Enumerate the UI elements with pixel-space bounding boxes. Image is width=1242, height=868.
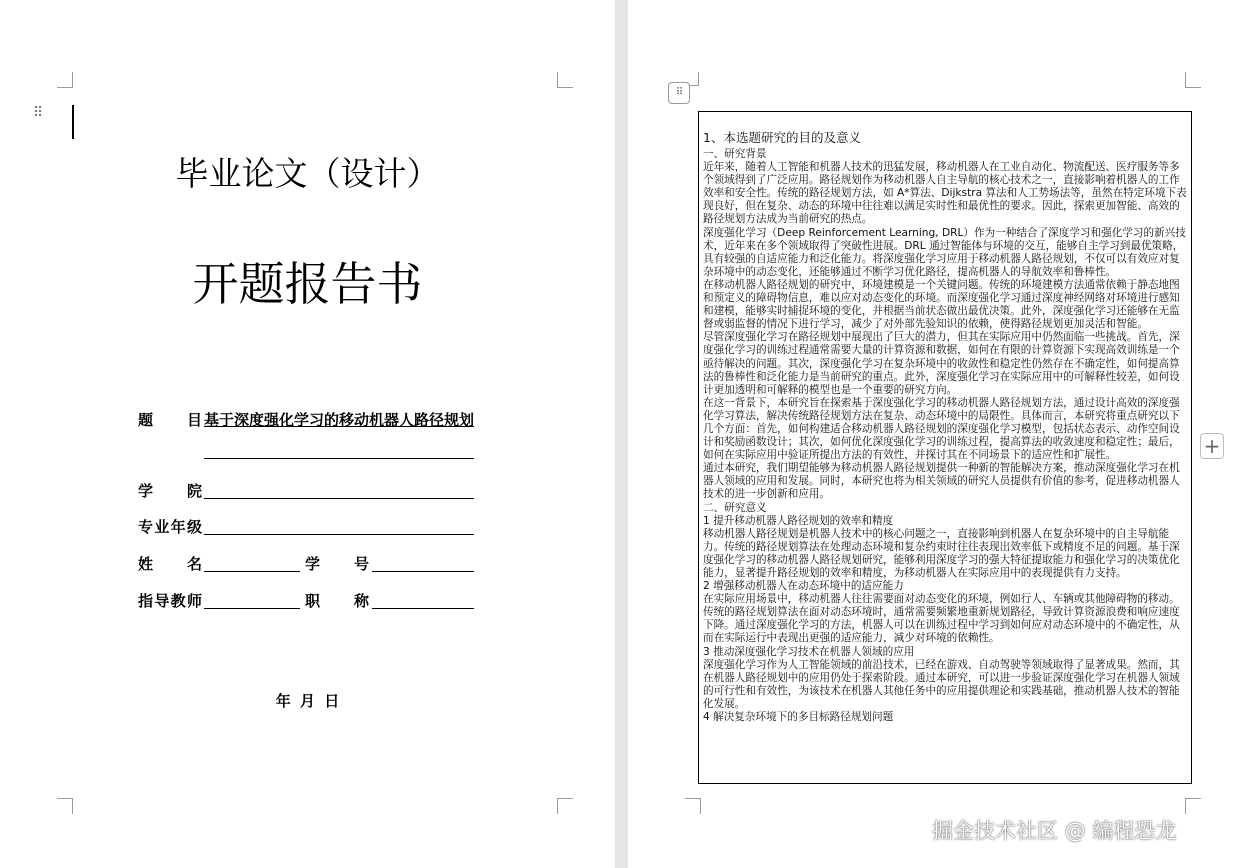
field-college[interactable] [138,480,478,502]
field-label: 专业年级 [138,518,202,536]
field-label: 学 院 [138,482,202,500]
name-input[interactable] [204,550,300,572]
student-id-input[interactable] [372,550,474,572]
cover-page [0,0,615,868]
paragraph: 深度强化学习作为人工智能领域的前沿技术，已经在游戏、自动驾驶等领域取得了显著成果。然而，其在机器人路径规划中的应用仍处于探索阶段。通过本研究，可以进一步验证深度强化学习在机器人领域的可行性和有效性，为该技术在机器人其他任务中的应用提供理论和实践基础，推动机器人技术的智能化发展。 [703,658,1180,710]
section-title: 1、本选题研究的目的及意义 [703,130,861,145]
crop-mark [557,72,573,88]
proposal-table-cell[interactable] [698,111,1192,784]
paragraph: 一、研究背景 [703,148,767,160]
field-label: 指导教师 [138,592,202,610]
proposal-page [628,0,1242,868]
field-label: 职 称 [305,592,369,610]
field-title[interactable] [138,409,478,431]
watermark: 掘金技术社区 @ 编程恐龙 [932,819,1177,843]
paragraph: 1 提升移动机器人路径规划的效率和精度 [703,514,894,527]
college-input[interactable] [204,477,474,499]
advisor-input[interactable] [204,587,300,609]
date-line: 年 月 日 [275,692,340,710]
cover-subheading: 开题报告书 [192,257,423,311]
field-major[interactable] [138,516,478,538]
paragraph: 3 推动深度强化学习技术在机器人领域的应用 [703,645,915,658]
major-input[interactable] [204,513,474,535]
crop-mark [1185,798,1201,814]
paragraph: 在实际应用场景中，移动机器人往往需要面对动态变化的环境，例如行人、车辆或其他障碍物的移动。传统的路径规划算法在面对动态环境时，通常需要频繁地重新规划路径，导致计算资源浪费和响应速度下降。通过深度强化学习的方法，机器人可以在训练过程中学习到如何应对动态环境中的不确定性，从而在实际运行中表现出更强的适应能力，减少对环境的依赖性。 [703,593,1180,645]
add-column-button[interactable]: + [1200,433,1224,459]
crop-mark [57,72,73,88]
paragraph: 近年来，随着人工智能和机器人技术的迅猛发展，移动机器人在工业自动化、物流配送、医疗服务等多个领域得到了广泛应用。路径规划作为移动机器人自主导航的核心技术之一，直接影响着机器人的工作效率和安全性。传统的路径规划方法，如 A*算法、Dijkstra 算法和人工势场法等，虽然在特定环境下表现良好，但在复杂、动态的环境中往往难以满足实时性和最优性的要求。因此，探索更加智能、高效的路径规划方法成为当前研究的热点。 [703,161,1187,226]
underline [204,437,474,459]
field-advisor[interactable] [138,590,478,612]
paragraph: 尽管深度强化学习在路径规划中展现出了巨大的潜力，但其在实际应用中仍然面临一些挑战。首先，深度强化学习的训练过程通常需要大量的计算资源和数据，如何在有限的计算资源下实现高效训练是一个亟待解决的问题。其次，深度强化学习在复杂环境中的收敛性和稳定性仍然存在不确定性，如何提高算法的鲁棒性和泛化能力是当前研究的重点。此外，深度强化学习在实际应用中的可解释性较差，如何设计更加透明和可解释的模型也是一个重要的研究方向。 [703,331,1180,396]
paragraph: 深度强化学习（Deep Reinforcement Learning, DRL）作为一种结合了深度学习和强化学习的新兴技术，近年来在多个领域取得了突破性进展。DRL 通过智能体与环境的交互，能够自主学习到最优策略，具有较强的自适应能力和泛化能力。将深度强化学习应用于移动机器人路径规划，不仅可以有效应对复杂环境中的动态变化，还能够通过不断学习优化路径，提高机器人的导航效率和鲁棒性。 [703,226,1186,278]
proposal-body [703,148,1188,724]
paragraph: 2 增强移动机器人在动态环境中的适应能力 [703,580,904,593]
text-cursor [72,105,74,139]
paragraph: 二、研究意义 [703,501,767,514]
crop-mark [557,798,573,814]
field-label: 学 号 [305,555,369,573]
field-label: 题 目 [138,411,202,429]
crop-mark [685,798,701,814]
paragraph: 4 解决复杂环境下的多目标路径规划问题 [703,711,894,724]
crop-mark [57,798,73,814]
paragraph: 在移动机器人路径规划的研究中，环境建模是一个关键问题。传统的环境建模方法通常依赖于静态地图和预定义的障碍物信息，难以应对动态变化的环境。而深度强化学习通过深度神经网络对环境进行感知和建模，能够实时捕捉环境的变化，并根据当前状态做出最优决策。此外，深度强化学习还能够在无监督或弱监督的情况下进行学习，减少了对外部先验知识的依赖，使得路径规划更加灵活和智能。 [703,278,1180,331]
field-name-id[interactable] [138,553,478,575]
table-move-handle-icon[interactable]: ⠿ [668,82,690,104]
field-label: 姓 名 [138,555,202,573]
paragraph: 通过本研究，我们期望能够为移动机器人路径规划提供一种新的智能解决方案，推动深度强化学习在机器人领域的应用和发展。同时，本研究也将为相关领域的研究人员提供有价值的参考，促进移动机器人技术的进一步创新和应用。 [703,462,1180,501]
cover-heading: 毕业论文（设计） [175,154,440,193]
crop-mark [1185,72,1201,88]
drag-handle-icon[interactable]: ⠿ [33,105,42,121]
title-value[interactable]: 基于深度强化学习的移动机器人路径规划 [204,411,475,429]
paragraph: 在这一背景下，本研究旨在探索基于深度强化学习的移动机器人路径规划方法，通过设计高效的深度强化学习算法，解决传统路径规划方法在复杂、动态环境中的局限性。具体而言，本研究将重点研究以下几个方面：首先，如何构建适合移动机器人路径规划的深度强化学习模型，包括状态表示、动作空间设计和奖励函数设计；其次，如何优化深度强化学习的训练过程，提高算法的收敛速度和稳定性；最后，如何在实际应用中验证所提出方法的有效性，并探讨其在不同场景下的适应性和扩展性。 [703,396,1180,462]
paragraph: 移动机器人路径规划是机器人技术中的核心问题之一，直接影响到机器人在复杂环境中的自主导航能力。传统的路径规划算法在处理动态环境和复杂约束时往往表现出效率低下或精度不足的问题。基于深度强化学习的移动机器人路径规划研究，能够利用深度学习的强大特征提取能力和强化学习的决策优化能力，显著提升路径规划的效率和精度，为移动机器人在实际应用中的表现提供有力支持。 [703,527,1180,579]
advisor-title-input[interactable] [372,587,474,609]
